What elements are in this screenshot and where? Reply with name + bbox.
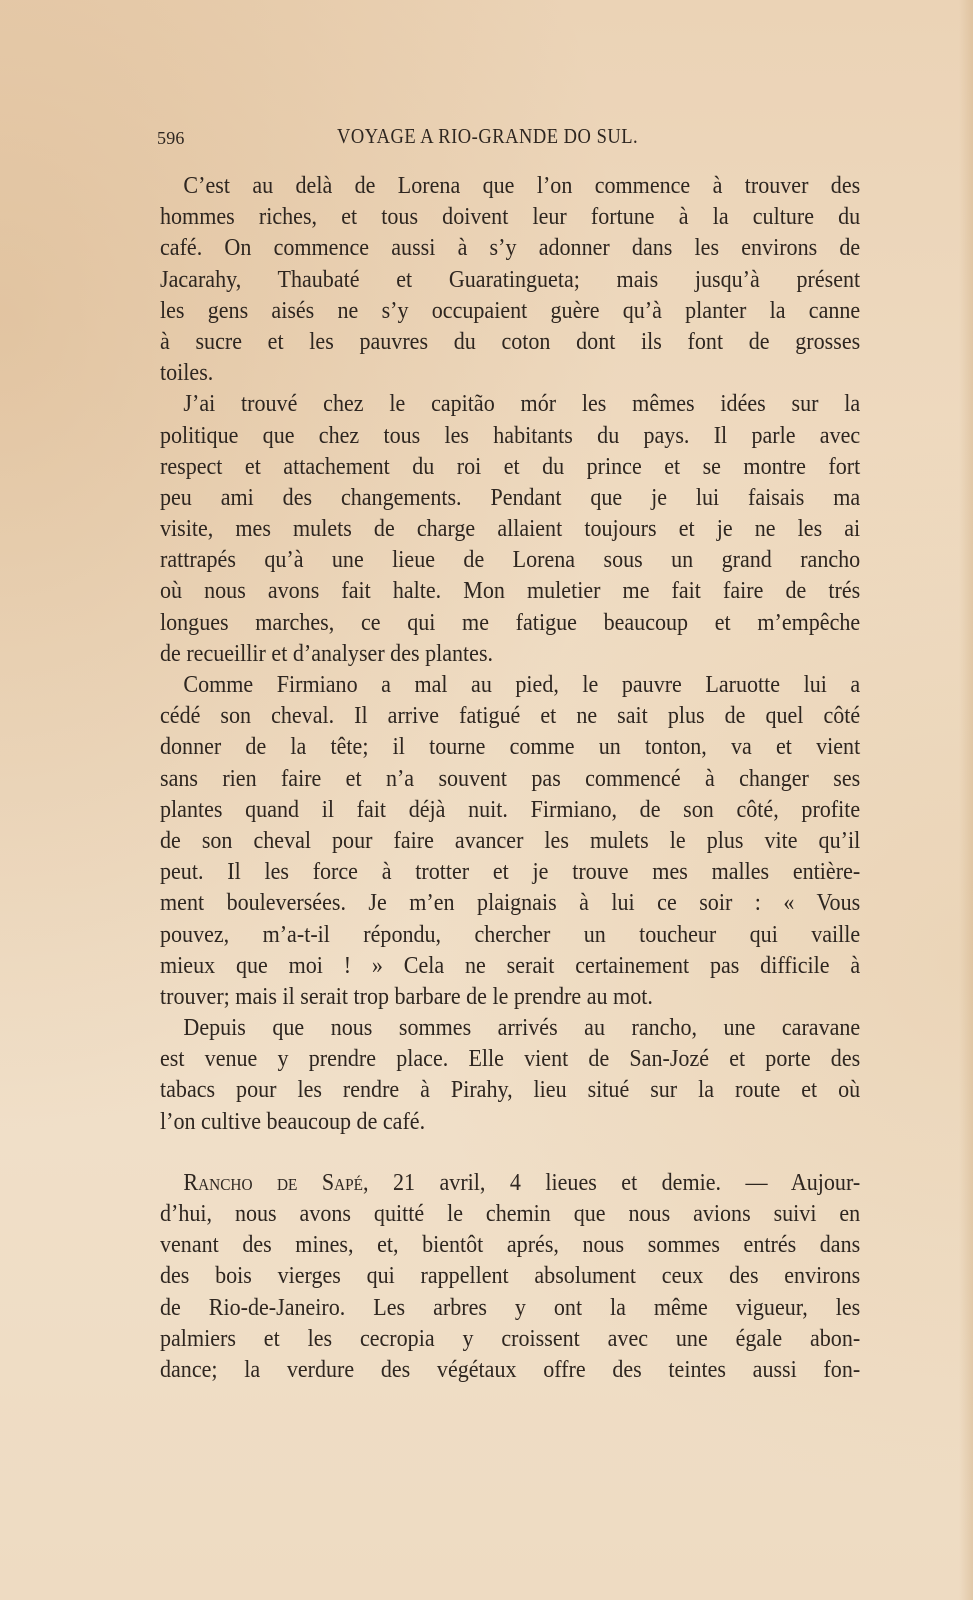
text-line: de Rio-de-Janeiro. Les arbres y ont la même vigueur, les	[160, 1293, 861, 1321]
text-line: dance; la verdure des végétaux offre des teintes aussi fon-	[160, 1355, 861, 1383]
paragraph-3	[160, 669, 860, 1012]
text-line: d’hui, nous avons quitté le chemin que nous avions suivi en	[160, 1200, 861, 1227]
text-line: les gens aisés ne s’y occupaient guère qu’à planter la canne	[160, 296, 861, 324]
text-line: est venue y prendre place. Elle vient de San-Jozé et porte des	[160, 1045, 861, 1073]
entry-first-line	[160, 1167, 860, 1198]
text-line: de son cheval pour faire avancer les mulets le plus vite qu’il	[160, 826, 861, 854]
text-line: politique que chez tous les habitants du pays. Il parle avec	[160, 421, 861, 449]
body-text	[160, 170, 860, 1385]
text-line: trouver; mais il serait trop barbare de le prendre au mot.	[160, 982, 653, 1010]
text-line: rattrapés qu’à une lieue de Lorena sous un grand rancho	[160, 546, 861, 574]
text-line: Jacarahy, Thaubaté et Guaratingueta; mais jusqu’à présent	[160, 265, 861, 293]
section-gap	[160, 1137, 860, 1167]
text-line: café. On commence aussi à s’y adonner dans les environs de	[160, 234, 861, 262]
text-line: ment bouleversées. Je m’en plaignais à lui ce soir : « Vous	[160, 889, 861, 917]
running-head	[157, 124, 862, 154]
text-line: de recueillir et d’analyser des plantes.	[160, 639, 494, 667]
journal-entry	[160, 1167, 860, 1385]
text-line: peut. Il les force à trotter et je trouve mes malles entière-	[160, 858, 861, 886]
text-line: C’est au delà de Lorena que l’on commence à trouver des	[183, 172, 861, 199]
text-line: visite, mes mulets de charge allaient toujours et je ne les ai	[160, 515, 861, 543]
text-line: mieux que moi ! » Cela ne serait certainement pas difficile à	[160, 951, 861, 979]
text-line: palmiers et les cecropia y croissent avec une égale abon-	[160, 1324, 861, 1352]
entry-heading: Rancho de Sapé	[183, 1168, 364, 1196]
text-line: Comme Firmiano a mal au pied, le pauvre Laruotte lui a	[183, 671, 861, 698]
text-line: l’on cultive beaucoup de café.	[160, 1107, 426, 1135]
text-line: Depuis que nous sommes arrivés au rancho, une caravane	[183, 1014, 861, 1042]
text-line: donner de la tête; il tourne comme un tonton, va et vient	[160, 733, 861, 761]
text-line: à sucre et les pauvres du coton dont ils font de grosses	[160, 327, 861, 355]
text-line: où nous avons fait halte. Mon muletier me fait faire de trés	[160, 577, 861, 605]
text-line: peu ami des changements. Pendant que je lui faisais ma	[160, 483, 861, 511]
paragraph-2	[160, 388, 860, 669]
text-line: tabacs pour les rendre à Pirahy, lieu situé sur la route et où	[160, 1076, 861, 1104]
text-line: toiles.	[160, 359, 214, 387]
text-line: plantes quand il fait déjà nuit. Firmiano, de son côté, profite	[160, 795, 861, 823]
text-line: sans rien faire et n’a souvent pas commencé à changer ses	[160, 764, 861, 792]
text-line: des bois vierges qui rappellent absolument ceux des environs	[160, 1262, 861, 1290]
text-line: venant des mines, et, bientôt aprés, nous sommes entrés dans	[160, 1231, 861, 1259]
text-line: longues marches, ce qui me fatigue beaucoup et m’empêche	[160, 608, 861, 636]
text-line: pouvez, m’a-t-il répondu, chercher un toucheur qui vaille	[160, 920, 861, 948]
paragraph-1	[160, 170, 860, 388]
running-title: VOYAGE A RIO-GRANDE DO SUL.	[337, 124, 639, 148]
text-line: hommes riches, et tous doivent leur fortune à la culture du	[160, 203, 861, 231]
text-line: J’ai trouvé chez le capitão mór les mêmes idées sur la	[183, 390, 861, 418]
entry-date-distance: , 21 avril, 4 lieues et demie. — Aujour-	[363, 1168, 861, 1196]
paragraph-4	[160, 1012, 860, 1137]
text-line: cédé son cheval. Il arrive fatigué et ne sait plus de quel côté	[160, 702, 861, 730]
text-line: respect et attachement du roi et du prince et se montre fort	[160, 452, 861, 480]
page-number: 596	[157, 128, 185, 148]
